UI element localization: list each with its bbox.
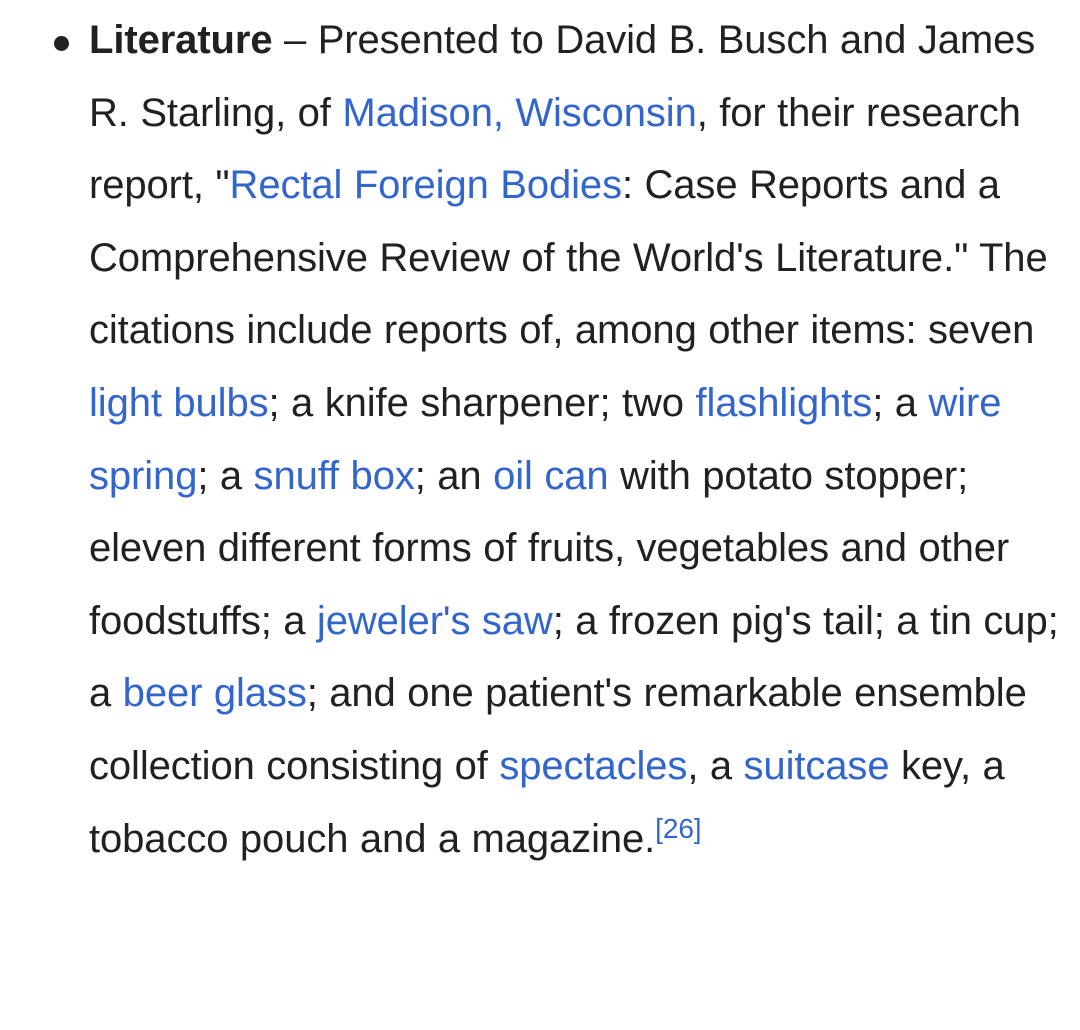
entry-text: key, a tobacco pouch and a magazine. [89,743,1005,861]
link-snuff-box[interactable]: snuff box [253,453,415,498]
link-spectacles[interactable]: spectacles [499,743,688,788]
entry-text: : Case Reports and a Comprehensive Review of the World's Literature." The citations include reports of, among other items: seven [89,163,1048,353]
entry-text: ; an [414,453,494,498]
entry-text: , a [687,743,744,788]
entry-text: ; a [197,453,254,498]
dash: – [272,18,318,62]
link-flashlights[interactable]: flashlights [695,380,873,425]
bullet-point [54,36,69,51]
link-light-bulbs[interactable]: light bulbs [89,380,269,425]
entry-category: Literature [89,18,273,62]
entry-text: Presented to David B. Busch and James R. Starling, of [89,18,1036,135]
link-beer-glass[interactable]: beer glass [122,671,307,716]
citation-link[interactable]: [26] [655,812,702,844]
entry-text: ; a knife sharpener; two [268,380,696,425]
link-rectal-foreign-bodies[interactable]: Rectal Foreign Bodies [229,163,622,208]
literature-entry [89,4,1064,875]
entry-text: ; a [872,380,929,425]
citation-superscript [655,813,701,844]
link-wire-spring[interactable]: wire spring [89,380,1002,498]
link-madison-wisconsin[interactable]: Madison, Wisconsin [342,90,697,135]
entry-text: ; and one patient's remarkable ensemble collection consisting of [89,671,1027,788]
entry-text: ; a frozen pig's tail; a tin cup; a [89,598,1059,716]
link-jewelers-saw[interactable]: jeweler's saw [316,598,553,643]
link-oil-can[interactable]: oil can [493,453,609,498]
entry-text: with potato stopper; eleven different forms of fruits, vegetables and other foodstuffs; a [89,453,1010,643]
entry-text: , for their research report, " [89,90,1021,208]
link-suitcase[interactable]: suitcase [743,743,890,788]
